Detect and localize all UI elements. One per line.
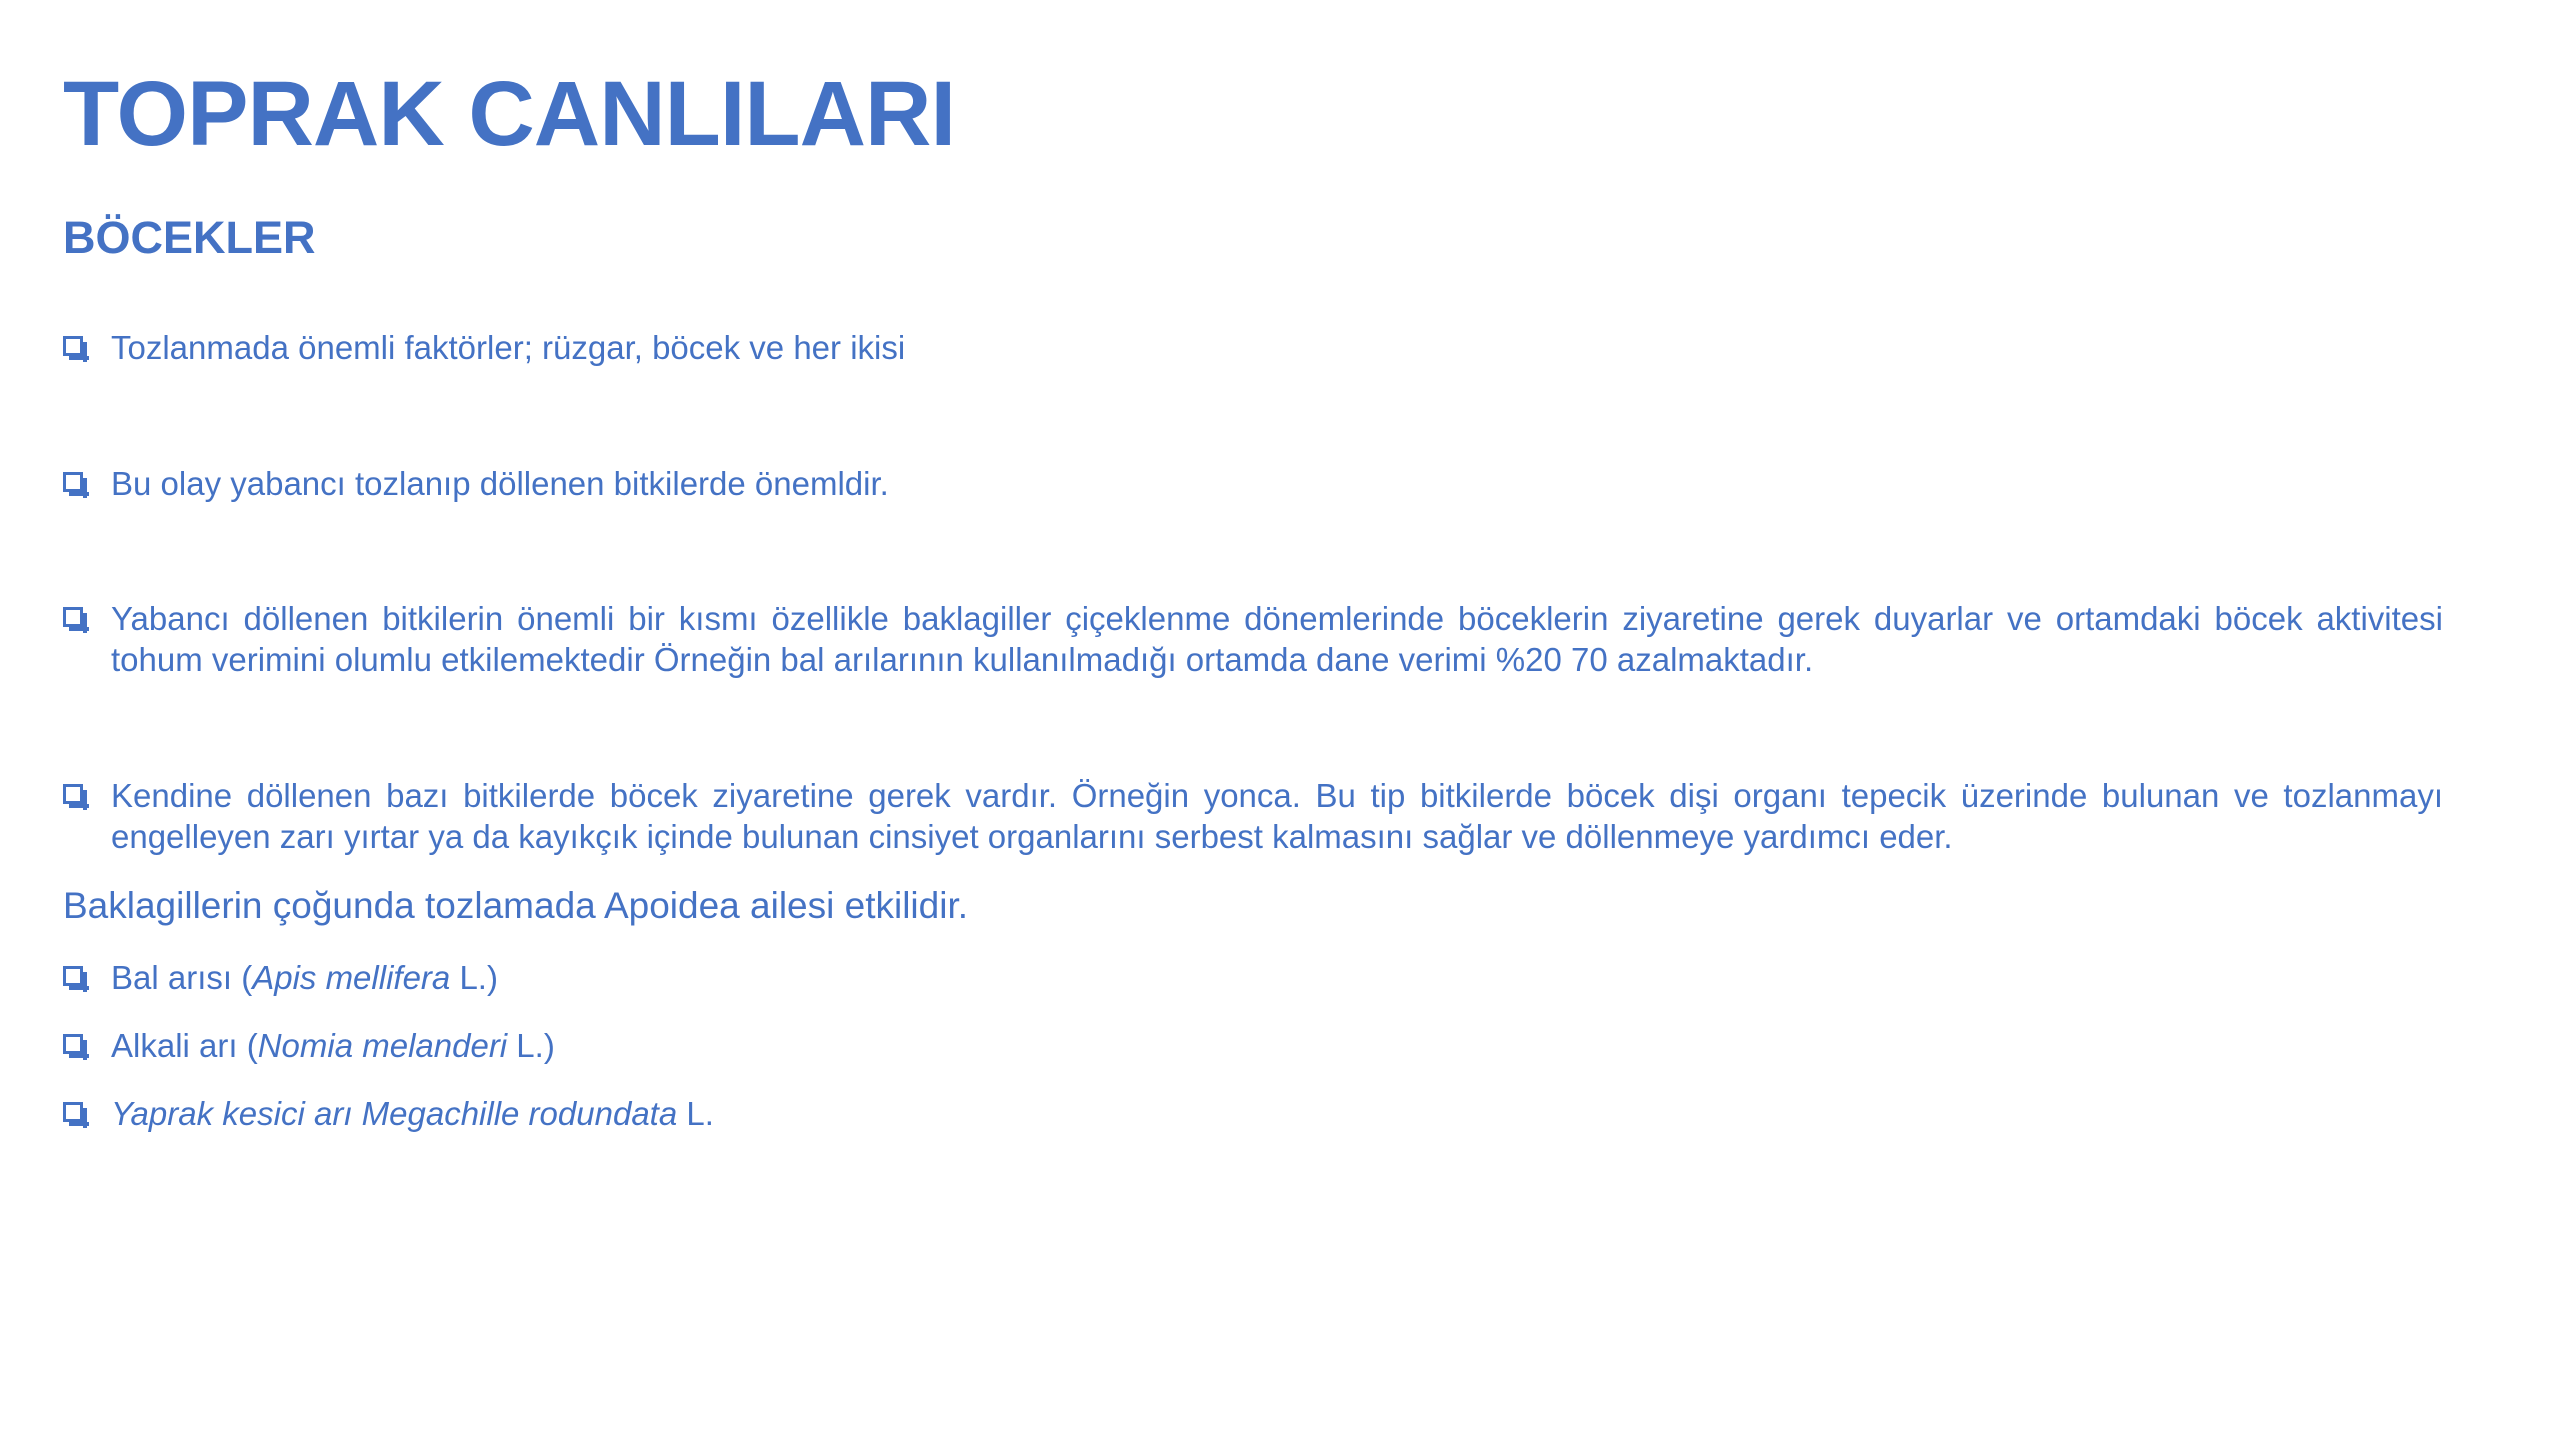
- checkbox-bullet-icon: [63, 1034, 83, 1054]
- bullet-text: Yabancı döllenen bitkilerin önemli bir kısmı özellikle baklagiller çiçeklenme dönemlerinde böceklerin ziyaretine gerek duyarlar ve ortamdaki böcek aktivitesi tohum verimini olumlu etkilemektedir Örneğin bal arılarının kullanılmadığı ortamda dane verimi %20 70 azalmaktadır.: [111, 600, 2443, 678]
- bullet-text: Bu olay yabancı tozlanıp döllenen bitkilerde önemldir.: [111, 465, 889, 502]
- checkbox-bullet-icon: [63, 784, 83, 804]
- bullet-item: [63, 463, 2443, 504]
- bee-item: [63, 1025, 2443, 1066]
- species-name: Yaprak kesici arı Megachille rodundata: [111, 1095, 678, 1132]
- checkbox-bullet-icon: [63, 336, 83, 356]
- bee-text: Alkali arı (Nomia melanderi L.): [111, 1027, 555, 1064]
- slide-title: TOPRAK CANLILARI: [63, 63, 956, 165]
- bee-item: [63, 957, 2443, 998]
- slide-subtitle: BÖCEKLER: [63, 212, 316, 263]
- bullet-item: [63, 775, 2443, 857]
- bullet-text: Tozlanmada önemli faktörler; rüzgar, böcek ve her ikisi: [111, 329, 906, 366]
- checkbox-bullet-icon: [63, 1102, 83, 1122]
- apoidea-line: Baklagillerin çoğunda tozlamada Apoidea ailesi etkilidir.: [63, 885, 969, 926]
- bee-text: Bal arısı (Apis mellifera L.): [111, 959, 498, 996]
- bullet-item: [63, 598, 2443, 680]
- bullet-item: [63, 327, 2443, 368]
- checkbox-bullet-icon: [63, 607, 83, 627]
- bee-item: [63, 1093, 2443, 1134]
- checkbox-bullet-icon: [63, 472, 83, 492]
- bullet-text: Kendine döllenen bazı bitkilerde böcek ziyaretine gerek vardır. Örneğin yonca. Bu tip bitkilerde böcek dişi organı tepecik üzerinde bulunan ve tozlanmayı engelleyen zarı yırtar ya da kayıkçık içinde bulunan cinsiyet organlarını serbest kalmasını sağlar ve döllenmeye yardımcı eder.: [111, 777, 2443, 855]
- checkbox-bullet-icon: [63, 966, 83, 986]
- species-name: Apis mellifera: [252, 959, 451, 996]
- species-name: Nomia melanderi: [257, 1027, 508, 1064]
- bee-text: Yaprak kesici arı Megachille rodundata L.: [111, 1095, 714, 1132]
